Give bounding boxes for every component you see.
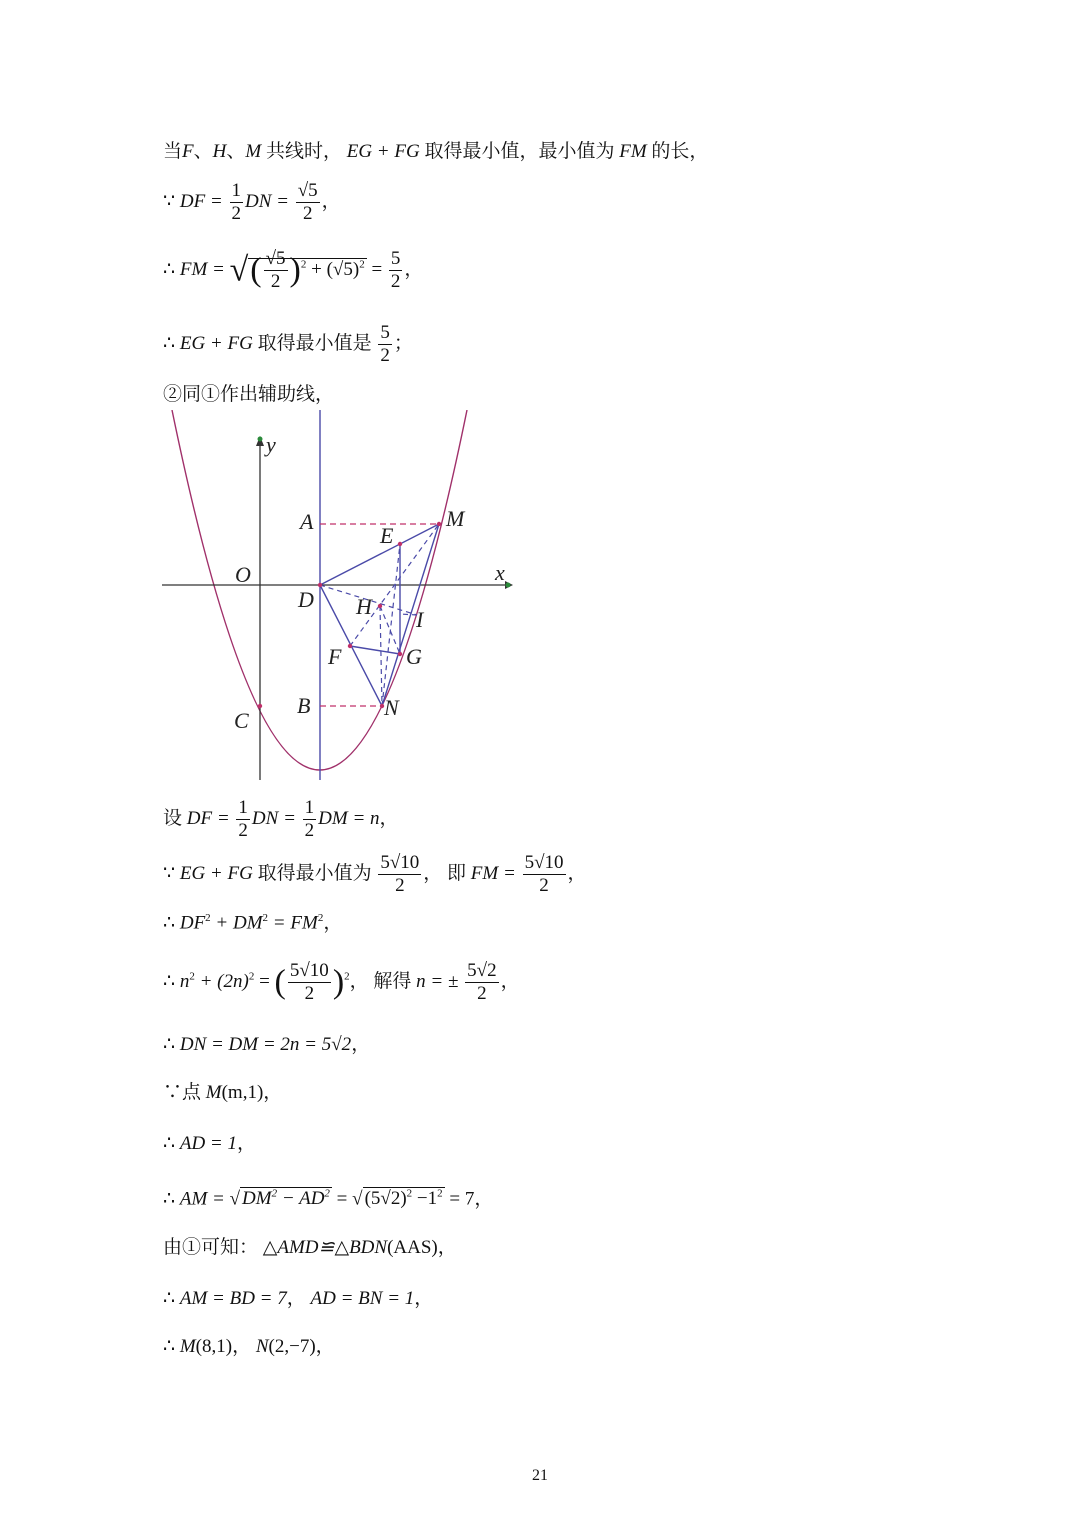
text: ， [404, 258, 424, 280]
line-12 [163, 1132, 256, 1156]
text: ， [414, 1288, 434, 1309]
text: 当 [163, 141, 183, 162]
math: M [245, 141, 262, 162]
numerator: 1 [304, 797, 315, 818]
text: 的长， [646, 141, 709, 162]
label-G: G [406, 644, 422, 669]
numerator: 5√10 [289, 960, 329, 981]
label-N: N [384, 695, 399, 720]
text: = [371, 258, 383, 280]
math: + DM [210, 912, 263, 934]
line-7 [163, 852, 587, 897]
fraction [389, 248, 403, 293]
text: ， 即 [423, 862, 471, 884]
math: M [179, 1336, 196, 1357]
text: ， [379, 807, 399, 829]
line-9: ∴ $n^2 + (2n)^2$ = ( $\frac{5√10}{2}$ )$^2$， 解得 n = ± $\frac{5√2}{2}$ ， [163, 960, 520, 1004]
label-E: E [380, 523, 394, 548]
numerator: 5√2 [467, 960, 497, 981]
text: ， [500, 970, 520, 992]
exponent: 2 [359, 258, 365, 271]
math: (AAS) [387, 1237, 438, 1258]
symbol: ∴ [163, 1288, 180, 1309]
denominator: 2 [270, 271, 281, 292]
math: −1 [412, 1188, 438, 1210]
line-2 [163, 180, 341, 225]
math: DN = [245, 190, 289, 212]
line-8 [163, 906, 342, 935]
text: 、 [193, 141, 213, 162]
symbol: ∴ [163, 912, 180, 934]
numerator: 5√10 [524, 852, 564, 873]
math: (2,−7) [268, 1336, 316, 1357]
text: ， [474, 1188, 494, 1210]
exponent: 2 [324, 1188, 330, 1200]
math: FM = [470, 862, 516, 884]
text: ， 解得 [349, 970, 417, 992]
math: AD = BN = 1 [310, 1288, 415, 1309]
exponent: 2 [300, 258, 307, 271]
denominator: 2 [380, 345, 390, 366]
line-10 [163, 1033, 370, 1057]
fraction [378, 322, 392, 367]
denominator: 2 [238, 820, 248, 841]
numerator: 1 [231, 180, 241, 201]
math: (m,1) [221, 1082, 264, 1103]
line-3 [163, 248, 423, 293]
text: 取得最小值是 [252, 332, 377, 354]
exponent: 2 [248, 970, 255, 983]
symbol: ∵ [163, 862, 180, 884]
text: ， [567, 862, 587, 884]
figure-svg [160, 410, 520, 780]
label-M: M [446, 506, 465, 531]
label-H: H [356, 594, 372, 619]
math: EG + FG [346, 141, 420, 162]
text: ； [393, 332, 413, 354]
math: △AMD≌△BDN [262, 1237, 388, 1258]
text: 取得最小值，最小值为 [419, 141, 620, 162]
exponent: 2 [271, 1188, 278, 1200]
symbol: ∴ [163, 1133, 180, 1154]
radicand: ( $\frac{√5}{2}$ )$^2 + (√5)^2$ [250, 248, 365, 292]
exponent: 2 [437, 1188, 443, 1200]
math: AD = 1 [179, 1133, 237, 1154]
exponent: 2 [262, 912, 269, 924]
math: n = ± [416, 970, 459, 992]
exponent: 2 [317, 912, 324, 924]
math: N [255, 1336, 269, 1357]
label-C: C [234, 708, 249, 733]
text: ， [315, 1336, 335, 1357]
text: ②同①作出辅助线， [163, 384, 335, 405]
denominator: 2 [539, 875, 549, 896]
denominator: 2 [304, 820, 315, 841]
text: + [311, 258, 322, 280]
text: 由①可知： [163, 1237, 263, 1258]
line-15 [163, 1287, 433, 1311]
denominator: 2 [395, 875, 405, 896]
fraction [288, 960, 331, 1005]
text: ， [237, 1133, 257, 1154]
math: DM [242, 1188, 272, 1210]
fraction [236, 797, 250, 842]
text: ∵点 [163, 1082, 206, 1103]
text: ， [351, 1034, 371, 1055]
symbol: ∴ [163, 1034, 180, 1055]
text: ， [263, 1082, 283, 1103]
denominator: 2 [304, 983, 315, 1004]
numerator: 1 [238, 797, 248, 818]
denominator: 2 [231, 203, 241, 224]
line-14 [163, 1236, 457, 1260]
line-4 [163, 322, 413, 367]
math: (5√2) [364, 1188, 407, 1210]
math: DF [179, 912, 206, 934]
label-I: I [416, 607, 424, 632]
exponent: 2 [189, 970, 195, 983]
denominator: 2 [302, 203, 313, 224]
label-O: O [235, 562, 251, 587]
text: ， [321, 190, 341, 212]
text: 取得最小值为 [252, 862, 372, 884]
text: 设 [163, 807, 187, 829]
radicand-1 [240, 1187, 332, 1209]
text: ， [286, 1288, 311, 1309]
numerator: 5 [380, 322, 390, 343]
fraction [264, 248, 288, 293]
math: DF = [186, 807, 230, 829]
text: ， [437, 1237, 457, 1258]
line-16 [163, 1335, 335, 1359]
label-A: A [300, 509, 314, 534]
math: + (2n) [194, 970, 249, 992]
math: (8,1) [195, 1336, 233, 1357]
denominator: 2 [390, 271, 401, 292]
radical-sign: √ [229, 251, 249, 289]
label-F: F [328, 644, 342, 669]
page-number: 21 [532, 1467, 548, 1484]
math: (√5) [326, 258, 360, 280]
denominator: 2 [477, 983, 487, 1004]
numerator: 5√10 [380, 852, 420, 873]
math: = [254, 970, 270, 992]
math: = FM [268, 912, 318, 934]
text: 、 [226, 141, 246, 162]
exponent: 2 [344, 970, 350, 983]
fraction [303, 797, 317, 842]
math: DM = n [318, 807, 380, 829]
math: DN = DM = 2n = 5√2 [179, 1034, 352, 1055]
math: EG + FG [179, 862, 253, 884]
math: n [179, 970, 190, 992]
text: ， [232, 1336, 256, 1357]
math: DN = [251, 807, 296, 829]
fraction [523, 852, 566, 897]
symbol: ∴ [163, 332, 180, 354]
label-y: y [266, 432, 276, 457]
text: 共线时， [261, 141, 347, 162]
parabola-figure [160, 410, 520, 780]
math: F [182, 141, 194, 162]
symbol: ∴ [163, 970, 180, 992]
math: − AD [277, 1188, 325, 1210]
exponent: 2 [205, 912, 211, 924]
numerator: 5 [390, 248, 401, 269]
math: = 7 [444, 1188, 475, 1210]
numerator: √5 [297, 180, 318, 201]
math: EG + FG [179, 332, 253, 354]
math: AM = [179, 1188, 230, 1210]
radicand-2 [363, 1187, 445, 1209]
math: H [212, 141, 227, 162]
line-6 [163, 797, 399, 842]
symbol: ∴ [163, 258, 180, 280]
symbol: ∴ [163, 1188, 180, 1210]
math: FM [619, 141, 647, 162]
text: ， [323, 912, 343, 934]
fraction [230, 180, 244, 225]
math: M [205, 1082, 222, 1103]
math: FM = [179, 258, 225, 280]
fraction [465, 960, 498, 1005]
numerator: √5 [265, 248, 286, 269]
fraction [296, 180, 320, 225]
line-13: ∴ AM = √ $DM^2 - AD^2$ = √ $(5√2)^2 -1^2 = 7$， [163, 1188, 494, 1210]
math: DF = [179, 190, 223, 212]
label-x: x [495, 560, 505, 585]
label-D: D [298, 587, 314, 612]
symbol: ∵ [163, 190, 180, 212]
math: AM = BD = 7 [179, 1288, 287, 1309]
symbol: ∴ [163, 1336, 180, 1357]
fraction [378, 852, 421, 897]
line-5 [163, 383, 334, 407]
exponent: 2 [406, 1188, 413, 1200]
line-11 [163, 1081, 282, 1105]
math: = [331, 1188, 348, 1210]
line-1 [163, 140, 708, 164]
label-B: B [297, 693, 311, 718]
